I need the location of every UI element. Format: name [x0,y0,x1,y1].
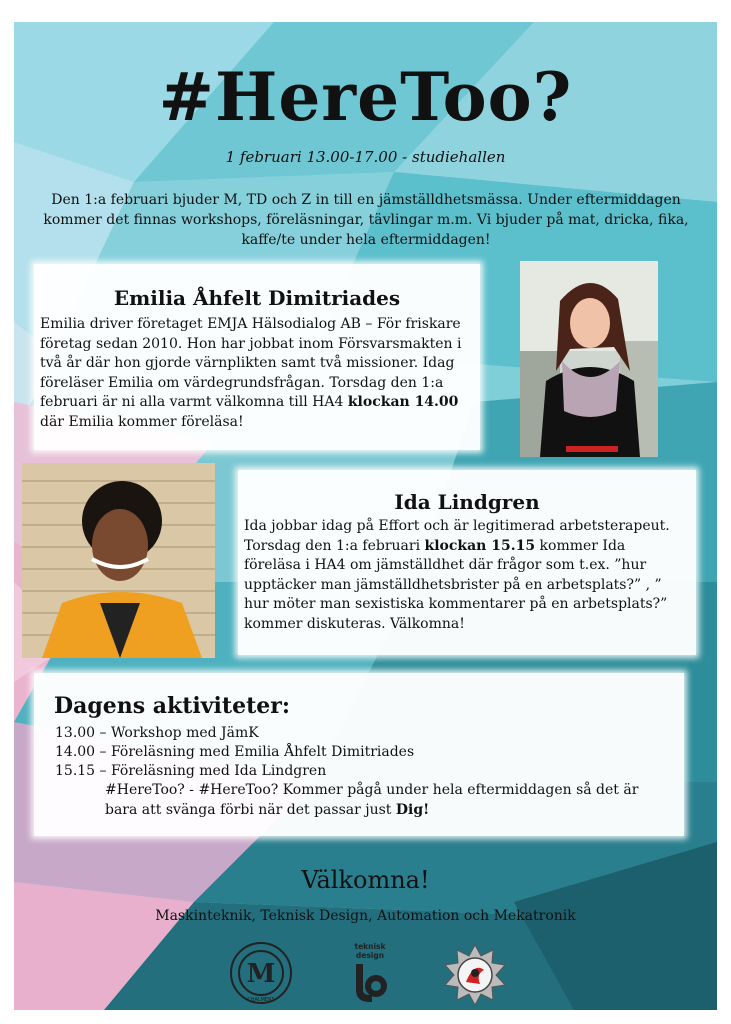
m-logo-letter: M [246,959,276,989]
activity-item: 13.00 – Workshop med JämK [55,725,259,741]
organizers-line: Maskinteknik, Teknisk Design, Automation och Mekatronik [155,908,576,924]
poster-title: #HereToo? [158,58,573,136]
svg-text:design: design [355,951,385,960]
activity-item: 14.00 – Föreläsning med Emilia Åhfelt Dimitriades [55,744,415,760]
speaker-emilia-card [34,264,480,450]
m-logo-ring-text: CHALMERS [247,997,275,1003]
m-section-logo [228,940,294,1006]
teknisk-design-logo [350,940,390,1006]
event-date-location: 1 februari 13.00-17.00 - studiehallen [225,148,506,166]
speaker-ida-card [238,470,696,655]
welcome-text: Välkomna! [301,866,430,894]
activity-item: 15.15 – Föreläsning med Ida Lindgren [55,763,327,779]
activities-note: #HereToo? - #HereToo? Kommer pågå under hela eftermiddagen så det är bara att svänga förbi när det passar just Dig! [105,782,639,818]
activities-heading: Dagens aktiviteter: [54,693,290,719]
activities-card [34,673,684,836]
speaker-emilia-name: Emilia Åhfelt Dimitriades [113,286,401,310]
photo-emilia [520,261,658,457]
speaker-emilia-bio: Emilia driver företaget EMJA Hälsodialog AB – För friskare företag sedan 2010. Hon har jobbat inom Försvarsmakten i två år där hon gjorde värnplikten samt två missioner. Idag föreläser Emilia om värdegrundsfrågan. Torsdag den 1:a februari är ni alla varmt välkomna till HA4 klockan 14.00 där Emilia kommer föreläsa! [40,316,462,430]
intro-paragraph: Den 1:a februari bjuder M, TD och Z in till en jämställdhetsmässa. Under eftermiddagen kommer det finnas workshops, föreläsningar, tävlingar m.m. Vi bjuder på mat, dricka, fika, kaffe/te under hela eftermiddagen! [43,192,689,248]
z-section-logo [444,944,506,1006]
photo-ida [22,463,215,658]
speaker-ida-name: Ida Lindgren [394,490,540,514]
svg-text:teknisk: teknisk [354,942,386,951]
speaker-ida-bio: Ida jobbar idag på Effort och är legitimerad arbetsterapeut. Torsdag den 1:a februari klockan 15.15 kommer Ida föreläsa i HA4 om jämställdhet där frågor som t.ex. ”hur upptäcker man jämställdhetsbrister på en arbetsplats?” , ” hur möter man sexistiska kommentarer på en arbetsplats?” kommer diskuteras. Välkomna! [244,518,670,632]
